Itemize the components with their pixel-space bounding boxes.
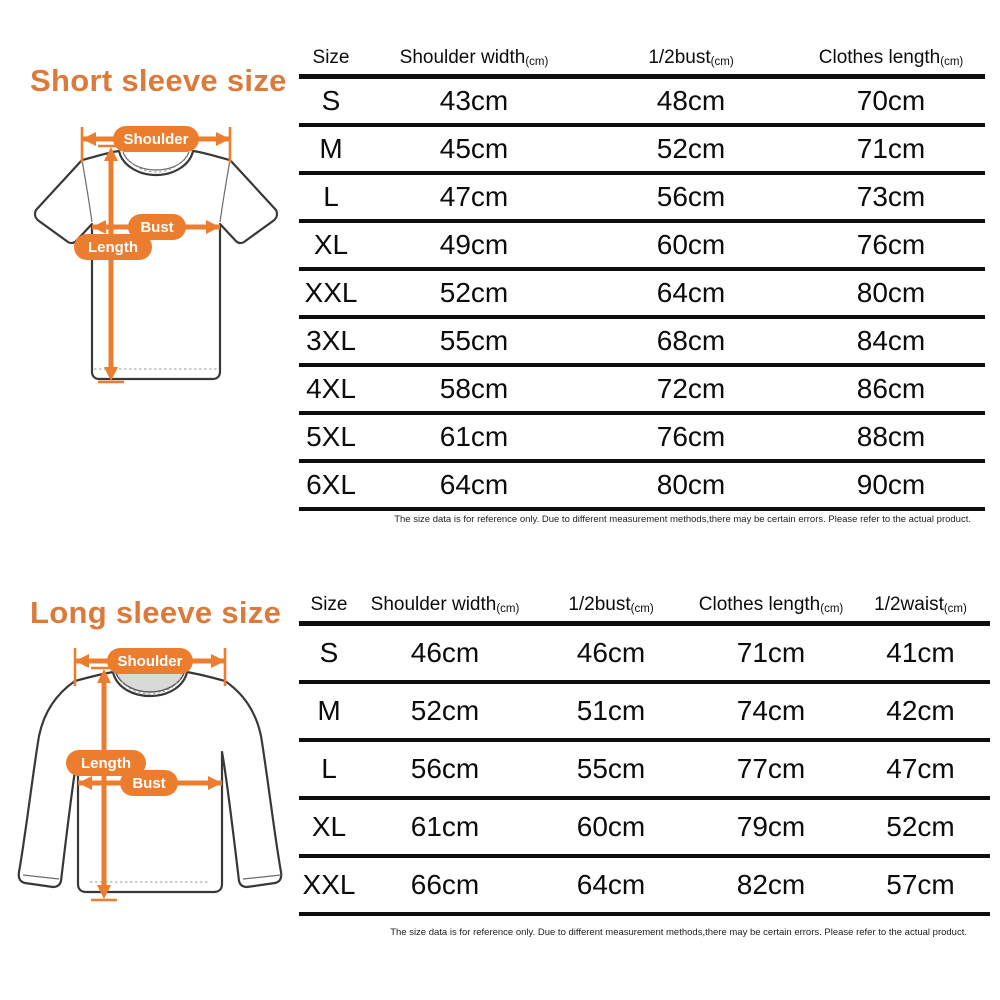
value-cell: 49cm — [439, 229, 509, 260]
value-cell: 47cm — [439, 181, 509, 212]
shoulder-arrowhead-right — [211, 654, 225, 668]
size-cell: 4XL — [306, 373, 356, 404]
value-cell: 79cm — [736, 811, 806, 842]
tshirt-outline — [35, 151, 277, 379]
size-cell: XXL — [304, 277, 358, 308]
value-cell: 52cm — [439, 277, 509, 308]
long-sleeve-title: Long sleeve size — [30, 594, 282, 630]
short-sleeve-diagram — [14, 114, 298, 402]
value-cell: 76cm — [856, 229, 926, 260]
short-sleeve-title: Short sleeve size — [30, 62, 287, 98]
table-row — [299, 740, 990, 798]
value-cell: 71cm — [856, 133, 926, 164]
size-cell: M — [317, 695, 341, 726]
header-clothes-length: Clothes length(cm) — [698, 594, 844, 615]
size-cell: M — [319, 133, 343, 164]
value-cell: 74cm — [736, 695, 806, 726]
long-table-disclaimer: The size data is for reference only. Due to different measurement methods,there may be certain errors. Please refer to the actual product. — [390, 926, 967, 938]
shoulder-arrowhead-left — [75, 654, 89, 668]
value-cell: 86cm — [856, 373, 926, 404]
header-shoulder-width: Shoulder width(cm) — [370, 594, 520, 615]
value-cell: 45cm — [439, 133, 509, 164]
shoulder-arrowhead-left — [82, 132, 96, 146]
value-cell: 60cm — [656, 229, 726, 260]
value-cell: 73cm — [856, 181, 926, 212]
value-cell: 56cm — [656, 181, 726, 212]
table-header-row — [299, 578, 990, 624]
long-sleeve-diagram — [10, 634, 295, 926]
value-cell: 77cm — [736, 753, 806, 784]
value-cell: 64cm — [656, 277, 726, 308]
size-cell: XXL — [302, 869, 356, 900]
header-size: Size — [312, 47, 350, 68]
table-row — [299, 682, 990, 740]
shoulder-label: Shoulder — [123, 131, 189, 148]
size-cell: XL — [313, 229, 349, 260]
value-cell: 58cm — [439, 373, 509, 404]
value-cell: 60cm — [576, 811, 646, 842]
value-cell: 57cm — [886, 869, 955, 900]
value-cell: 70cm — [856, 85, 926, 116]
value-cell: 90cm — [856, 469, 926, 500]
value-cell: 82cm — [736, 869, 806, 900]
value-cell: 64cm — [439, 469, 509, 500]
value-cell: 46cm — [410, 637, 480, 668]
table-row — [299, 125, 985, 173]
short-sleeve-size-table — [299, 33, 985, 511]
value-cell: 47cm — [886, 753, 955, 784]
header-half-bust: 1/2bust(cm) — [568, 594, 654, 615]
length-label: Length — [81, 755, 131, 772]
value-cell: 56cm — [410, 753, 480, 784]
value-cell: 76cm — [656, 421, 726, 452]
value-cell: 55cm — [439, 325, 509, 356]
value-cell: 42cm — [886, 695, 955, 726]
value-cell: 80cm — [656, 469, 726, 500]
size-cell: 6XL — [306, 469, 356, 500]
collar-inner-line — [123, 152, 189, 170]
table-header-row — [299, 33, 985, 77]
size-cell: XL — [311, 811, 347, 842]
long-sleeve-size-table — [299, 578, 990, 916]
shoulder-label: Shoulder — [117, 653, 183, 670]
value-cell: 64cm — [576, 869, 646, 900]
shoulder-arrowhead-right — [216, 132, 230, 146]
header-clothes-length: Clothes length(cm) — [818, 47, 964, 68]
table-row — [299, 461, 985, 509]
size-cell: S — [319, 637, 339, 668]
value-cell: 71cm — [736, 637, 806, 668]
size-cell: S — [321, 85, 341, 116]
table-row — [299, 856, 990, 914]
table-row — [299, 221, 985, 269]
short-table-disclaimer: The size data is for reference only. Due to different measurement methods,there may be certain errors. Please refer to the actual product. — [394, 513, 971, 525]
value-cell: 61cm — [410, 811, 480, 842]
table-row — [299, 269, 985, 317]
value-cell: 41cm — [886, 637, 955, 668]
value-cell: 88cm — [856, 421, 926, 452]
value-cell: 52cm — [656, 133, 726, 164]
value-cell: 52cm — [886, 811, 955, 842]
table-row — [299, 77, 985, 126]
value-cell: 66cm — [410, 869, 480, 900]
size-cell: L — [321, 753, 337, 784]
value-cell: 55cm — [576, 753, 646, 784]
header-half-waist: 1/2waist(cm) — [874, 594, 967, 615]
size-cell: L — [323, 181, 339, 212]
value-cell: 61cm — [439, 421, 509, 452]
value-cell: 48cm — [656, 85, 726, 116]
header-half-bust: 1/2bust(cm) — [648, 47, 734, 68]
size-cell: 5XL — [306, 421, 356, 452]
table-row — [299, 413, 985, 461]
table-row — [299, 317, 985, 365]
bust-label: Bust — [132, 775, 166, 792]
value-cell: 51cm — [576, 695, 646, 726]
value-cell: 43cm — [439, 85, 509, 116]
value-cell: 52cm — [410, 695, 480, 726]
table-row — [299, 365, 985, 413]
value-cell: 84cm — [856, 325, 926, 356]
table-row — [299, 624, 990, 683]
header-shoulder-width: Shoulder width(cm) — [399, 47, 549, 68]
header-size: Size — [310, 594, 348, 615]
value-cell: 68cm — [656, 325, 726, 356]
bust-label: Bust — [140, 219, 174, 236]
size-cell: 3XL — [306, 325, 356, 356]
table-row — [299, 173, 985, 221]
value-cell: 72cm — [656, 373, 726, 404]
value-cell: 80cm — [856, 277, 926, 308]
length-label: Length — [88, 239, 138, 256]
value-cell: 46cm — [576, 637, 646, 668]
table-row — [299, 798, 990, 856]
